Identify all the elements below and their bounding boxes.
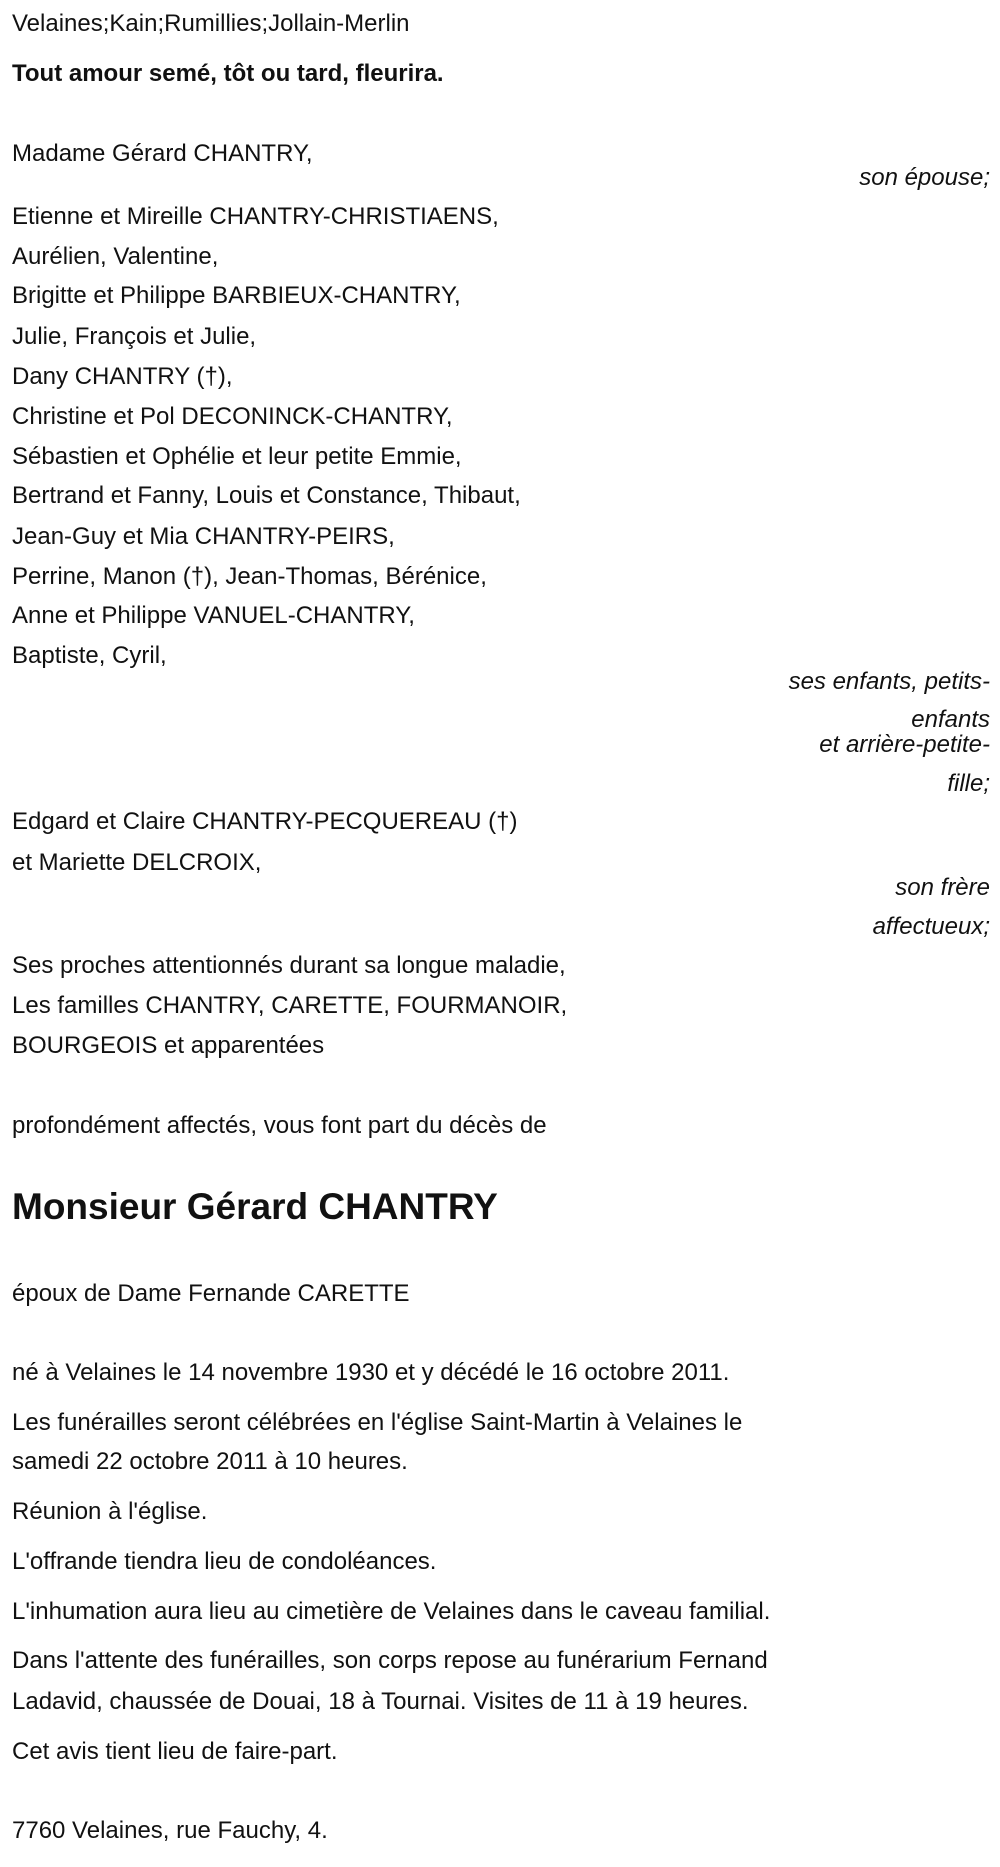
children-role: fille; — [947, 770, 990, 797]
children-role: ses enfants, petits- — [788, 668, 990, 695]
child-line: Etienne et Mireille CHANTRY-CHRISTIAENS, — [12, 203, 499, 230]
children-role: et arrière-petite- — [819, 731, 990, 758]
others-line: BOURGEOIS et apparentées — [12, 1032, 325, 1059]
others-line: Les familles CHANTRY, CARETTE, FOURMANOIR, — [12, 992, 568, 1019]
child-line: Dany CHANTRY (†), — [12, 363, 233, 390]
deceased-name: Monsieur Gérard CHANTRY — [12, 1186, 498, 1227]
rest-line: Ladavid, chaussée de Douai, 18 à Tournai. Visites de 11 à 19 heures. — [12, 1688, 749, 1715]
rest-line: Dans l'attente des funérailles, son corps repose au funérarium Fernand — [12, 1647, 768, 1674]
spouse-role: son épouse; — [859, 164, 990, 191]
funeral-line: Les funérailles seront célébrées en l'église Saint-Martin à Velaines le — [12, 1409, 743, 1436]
funeral-line: samedi 22 octobre 2011 à 10 heures. — [12, 1448, 408, 1475]
child-line: Aurélien, Valentine, — [12, 243, 219, 270]
others-line: Ses proches attentionnés durant sa longue maladie, — [12, 952, 566, 979]
child-line: Bertrand et Fanny, Louis et Constance, Thibaut, — [12, 482, 521, 509]
spouse: Madame Gérard CHANTRY, — [12, 140, 313, 167]
birth-death: né à Velaines le 14 novembre 1930 et y décédé le 16 octobre 2011. — [12, 1359, 730, 1386]
address: 7760 Velaines, rue Fauchy, 4. — [12, 1817, 328, 1844]
child-line: Baptiste, Cyril, — [12, 642, 167, 669]
child-line: Julie, François et Julie, — [12, 323, 257, 350]
child-line: Sébastien et Ophélie et leur petite Emmie, — [12, 443, 462, 470]
burial: L'inhumation aura lieu au cimetière de Velaines dans le caveau familial. — [12, 1598, 771, 1625]
locations: Velaines;Kain;Rumillies;Jollain-Merlin — [12, 10, 410, 37]
siblings-role: son frère — [895, 874, 990, 901]
meeting: Réunion à l'église. — [12, 1498, 208, 1525]
siblings-role: affectueux; — [872, 913, 990, 940]
offering: L'offrande tiendra lieu de condoléances. — [12, 1548, 437, 1575]
announcement: profondément affectés, vous font part du décès de — [12, 1112, 547, 1139]
spouse-of: époux de Dame Fernande CARETTE — [12, 1280, 410, 1307]
child-line: Anne et Philippe VANUEL-CHANTRY, — [12, 602, 415, 629]
motto: Tout amour semé, tôt ou tard, fleurira. — [12, 60, 444, 87]
children-role: enfants — [911, 706, 990, 733]
sibling-line: Edgard et Claire CHANTRY-PECQUEREAU (†) — [12, 808, 518, 835]
sibling-line: et Mariette DELCROIX, — [12, 849, 262, 876]
child-line: Christine et Pol DECONINCK-CHANTRY, — [12, 403, 453, 430]
child-line: Perrine, Manon (†), Jean-Thomas, Bérénice, — [12, 563, 487, 590]
notice: Cet avis tient lieu de faire-part. — [12, 1738, 338, 1765]
child-line: Brigitte et Philippe BARBIEUX-CHANTRY, — [12, 282, 461, 309]
child-line: Jean-Guy et Mia CHANTRY-PEIRS, — [12, 523, 395, 550]
